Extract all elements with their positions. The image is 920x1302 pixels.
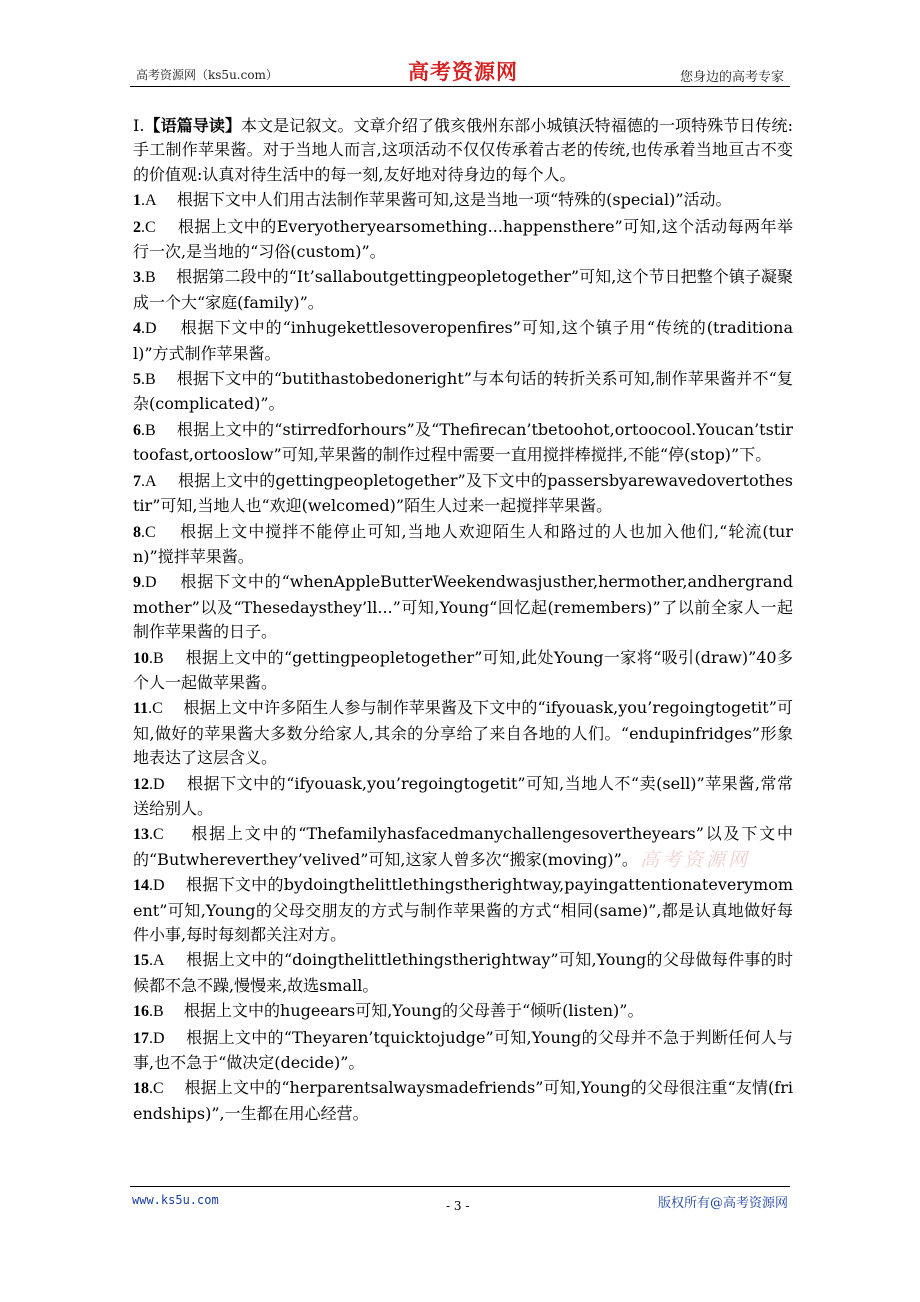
answer-item	[133, 265, 793, 315]
answer-explanation: 根据上文中搅拌不能停止可知,当地人欢迎陌生人和路过的人也加入他们,“轮流(turn)”搅拌苹果酱。	[133, 521, 794, 566]
answer-explanation: 根据上文中的“Thefamilyhasfacedmanychallengesovertheyears”以及下文中的“Butwhereverthey’velived”可知,这家人曾多次“搬家(moving)”。	[133, 824, 794, 869]
answer-item	[133, 772, 793, 822]
answer-explanation: 根据上文中许多陌生人参与制作苹果酱及下文中的“ifyouask,you’regoingtogetit”可知,做好的苹果酱大多数分给家人,其余的分享给了来自各地的人们。“endupinfridges”形象地表达了这层含义。	[133, 698, 793, 768]
answer-choice: .C	[149, 1080, 164, 1098]
answer-item	[133, 367, 793, 417]
intro-paragraph	[133, 114, 793, 187]
answer-choice: .C	[149, 826, 164, 844]
answer-choice: .C	[148, 700, 163, 718]
answer-item	[133, 999, 793, 1024]
answer-item	[133, 873, 793, 947]
answer-choice: .D	[149, 775, 165, 793]
answer-explanation: 根据上文中的gettingpeopletogether”及下文中的passersbyarewavedovertothestir”可知,当地人也“欢迎(welcomed)”陌生人过来一起搅拌苹果酱。	[133, 470, 794, 516]
answer-number: 5	[133, 371, 141, 389]
answer-choice: .B	[149, 649, 164, 667]
answer-explanation: 根据下文中人们用古法制作苹果酱可知,这是当地一项“特殊的(special)”活动。	[176, 190, 732, 210]
answer-explanation: 根据第二段中的“It’sallaboutgettingpeopletogether”可知,这个节日把整个镇子凝聚成一个大“家庭(family)”。	[133, 267, 793, 312]
footer-copyright: 版权所有@高考资源网	[657, 1196, 788, 1211]
answer-item	[133, 948, 793, 998]
answer-item	[133, 418, 793, 468]
answer-choice: .B	[141, 269, 156, 287]
answer-explanation: 根据上文中的Everyotheryearsomething...happensthere”可知,这个活动每两年举行一次,是当地的“习俗(custom)”。	[133, 216, 793, 262]
answer-choice: .B	[149, 1003, 164, 1021]
header-logo: 高考资源网	[408, 59, 518, 84]
intro-text: 本文是记叙文。文章介绍了俄亥俄州东部小城镇沃特福德的一项特殊节日传统:手工制作苹果酱。对于当地人而言,这项活动不仅仅传承着古老的传统,也传承着当地亘古不变的价值观:认真对待生活中的每一刻,友好地对待身边的每个人。	[133, 116, 793, 184]
answer-explanation: 根据上文中的“Theyaren’tquicktojudge”可知,Young的父母并不急于判断任何人与事,也不急于“做决定(decide)”。	[133, 1027, 794, 1073]
answer-choice: .A	[141, 472, 157, 490]
answer-item	[133, 469, 793, 519]
answer-choice: .C	[141, 218, 156, 236]
answer-number: 9	[133, 574, 141, 592]
answer-item	[133, 1076, 793, 1126]
answer-number: 8	[133, 523, 141, 541]
intro-prefix: Ⅰ.	[133, 116, 145, 135]
answer-choice: .C	[141, 523, 156, 541]
answer-item	[133, 696, 793, 770]
answer-number: 18	[133, 1080, 149, 1098]
answer-number: 16	[133, 1003, 149, 1021]
intro-tag: 【语篇导读】	[144, 116, 242, 135]
header-slogan: 您身边的高考专家	[679, 70, 784, 85]
answer-choice: .A	[141, 192, 157, 210]
answer-item	[133, 646, 793, 696]
header-site-name: 高考资源网（ks5u.com）	[136, 68, 278, 82]
answer-list	[133, 188, 793, 1126]
answer-content	[133, 114, 793, 1127]
answer-number: 2	[133, 218, 141, 236]
page-number: - 3 -	[446, 1199, 470, 1213]
answer-choice: .B	[141, 371, 156, 389]
answer-number: 3	[133, 269, 141, 287]
answer-choice: .D	[149, 877, 165, 895]
answer-number: 1	[133, 192, 141, 210]
answer-number: 6	[133, 421, 141, 439]
answer-number: 13	[133, 826, 149, 844]
answer-choice: .B	[141, 421, 156, 439]
answer-number: 12	[133, 775, 149, 793]
answer-number: 4	[133, 320, 141, 338]
answer-explanation: 根据下文中的“butithastobedoneright”与本句话的转折关系可知,制作苹果酱并不“复杂(complicated)”。	[133, 369, 794, 414]
answer-item	[133, 188, 793, 213]
answer-item	[133, 520, 793, 570]
answer-choice: .A	[149, 952, 165, 970]
answer-item	[133, 316, 793, 366]
answer-number: 11	[133, 700, 149, 718]
answer-explanation: 根据下文中的bydoingthelittlethingstherightway,payingattentionateverymoment”可知,Young的父母交朋友的方式与制作苹果酱的方式“相同(same)”,都是认真地做好每件小事,每时每刻都关注对方。	[133, 875, 793, 944]
answer-number: 17	[133, 1029, 149, 1047]
answer-explanation: 根据上文中的“stirredforhours”及“Thefirecan’tbetoohot,ortoocool.Youcan’tstirtoofast,ortooslow”可知,苹果酱的制作过程中需要一直用搅拌棒搅拌,不能“停(stop)”下。	[133, 419, 793, 465]
answer-item	[133, 570, 793, 644]
answer-number: 14	[133, 877, 149, 895]
answer-explanation: 根据上文中的“doingthelittlethingstherightway”可知,Young的父母做每件事的时候都不急不躁,慢慢来,故选small。	[133, 950, 794, 995]
answer-explanation: 根据下文中的“inhugekettlesoveropenfires”可知,这个镇子用“传统的(traditional)”方式制作苹果酱。	[133, 318, 794, 363]
answer-number: 10	[133, 649, 149, 667]
page-header	[130, 54, 790, 87]
answer-explanation: 根据上文中的“herparentsalwaysmadefriends”可知,Young的父母很注重“友情(friendships)”,一生都在用心经营。	[133, 1078, 793, 1123]
watermark: 高考资源网	[640, 849, 751, 871]
footer-url[interactable]: www.ks5u.com	[132, 1193, 219, 1207]
answer-item	[133, 215, 793, 265]
answer-choice: .D	[141, 320, 157, 338]
page-footer	[130, 1186, 790, 1211]
answer-choice: .D	[141, 574, 157, 592]
answer-explanation: 根据上文中的“gettingpeopletogether”可知,此处Young一家将“吸引(draw)”40多个人一起做苹果酱。	[133, 647, 794, 692]
answer-item	[133, 1026, 793, 1076]
answer-explanation: 根据下文中的“whenAppleButterWeekendwasjusther,hermother,andhergrandmother”以及“Thesedaysthey’ll...”可知,Young“回忆起(remembers)”了以前全家人一起制作苹果酱的日子。	[133, 572, 794, 642]
answer-number: 7	[133, 472, 141, 490]
answer-choice: .D	[149, 1029, 165, 1047]
answer-explanation: 根据下文中的“ifyouask,you’regoingtogetit”可知,当地人不“卖(sell)”苹果酱,常常送给别人。	[133, 773, 793, 818]
answer-explanation: 根据上文中的hugeears可知,Young的父母善于“倾听(listen)”。	[184, 1001, 644, 1021]
answer-number: 15	[133, 952, 149, 970]
